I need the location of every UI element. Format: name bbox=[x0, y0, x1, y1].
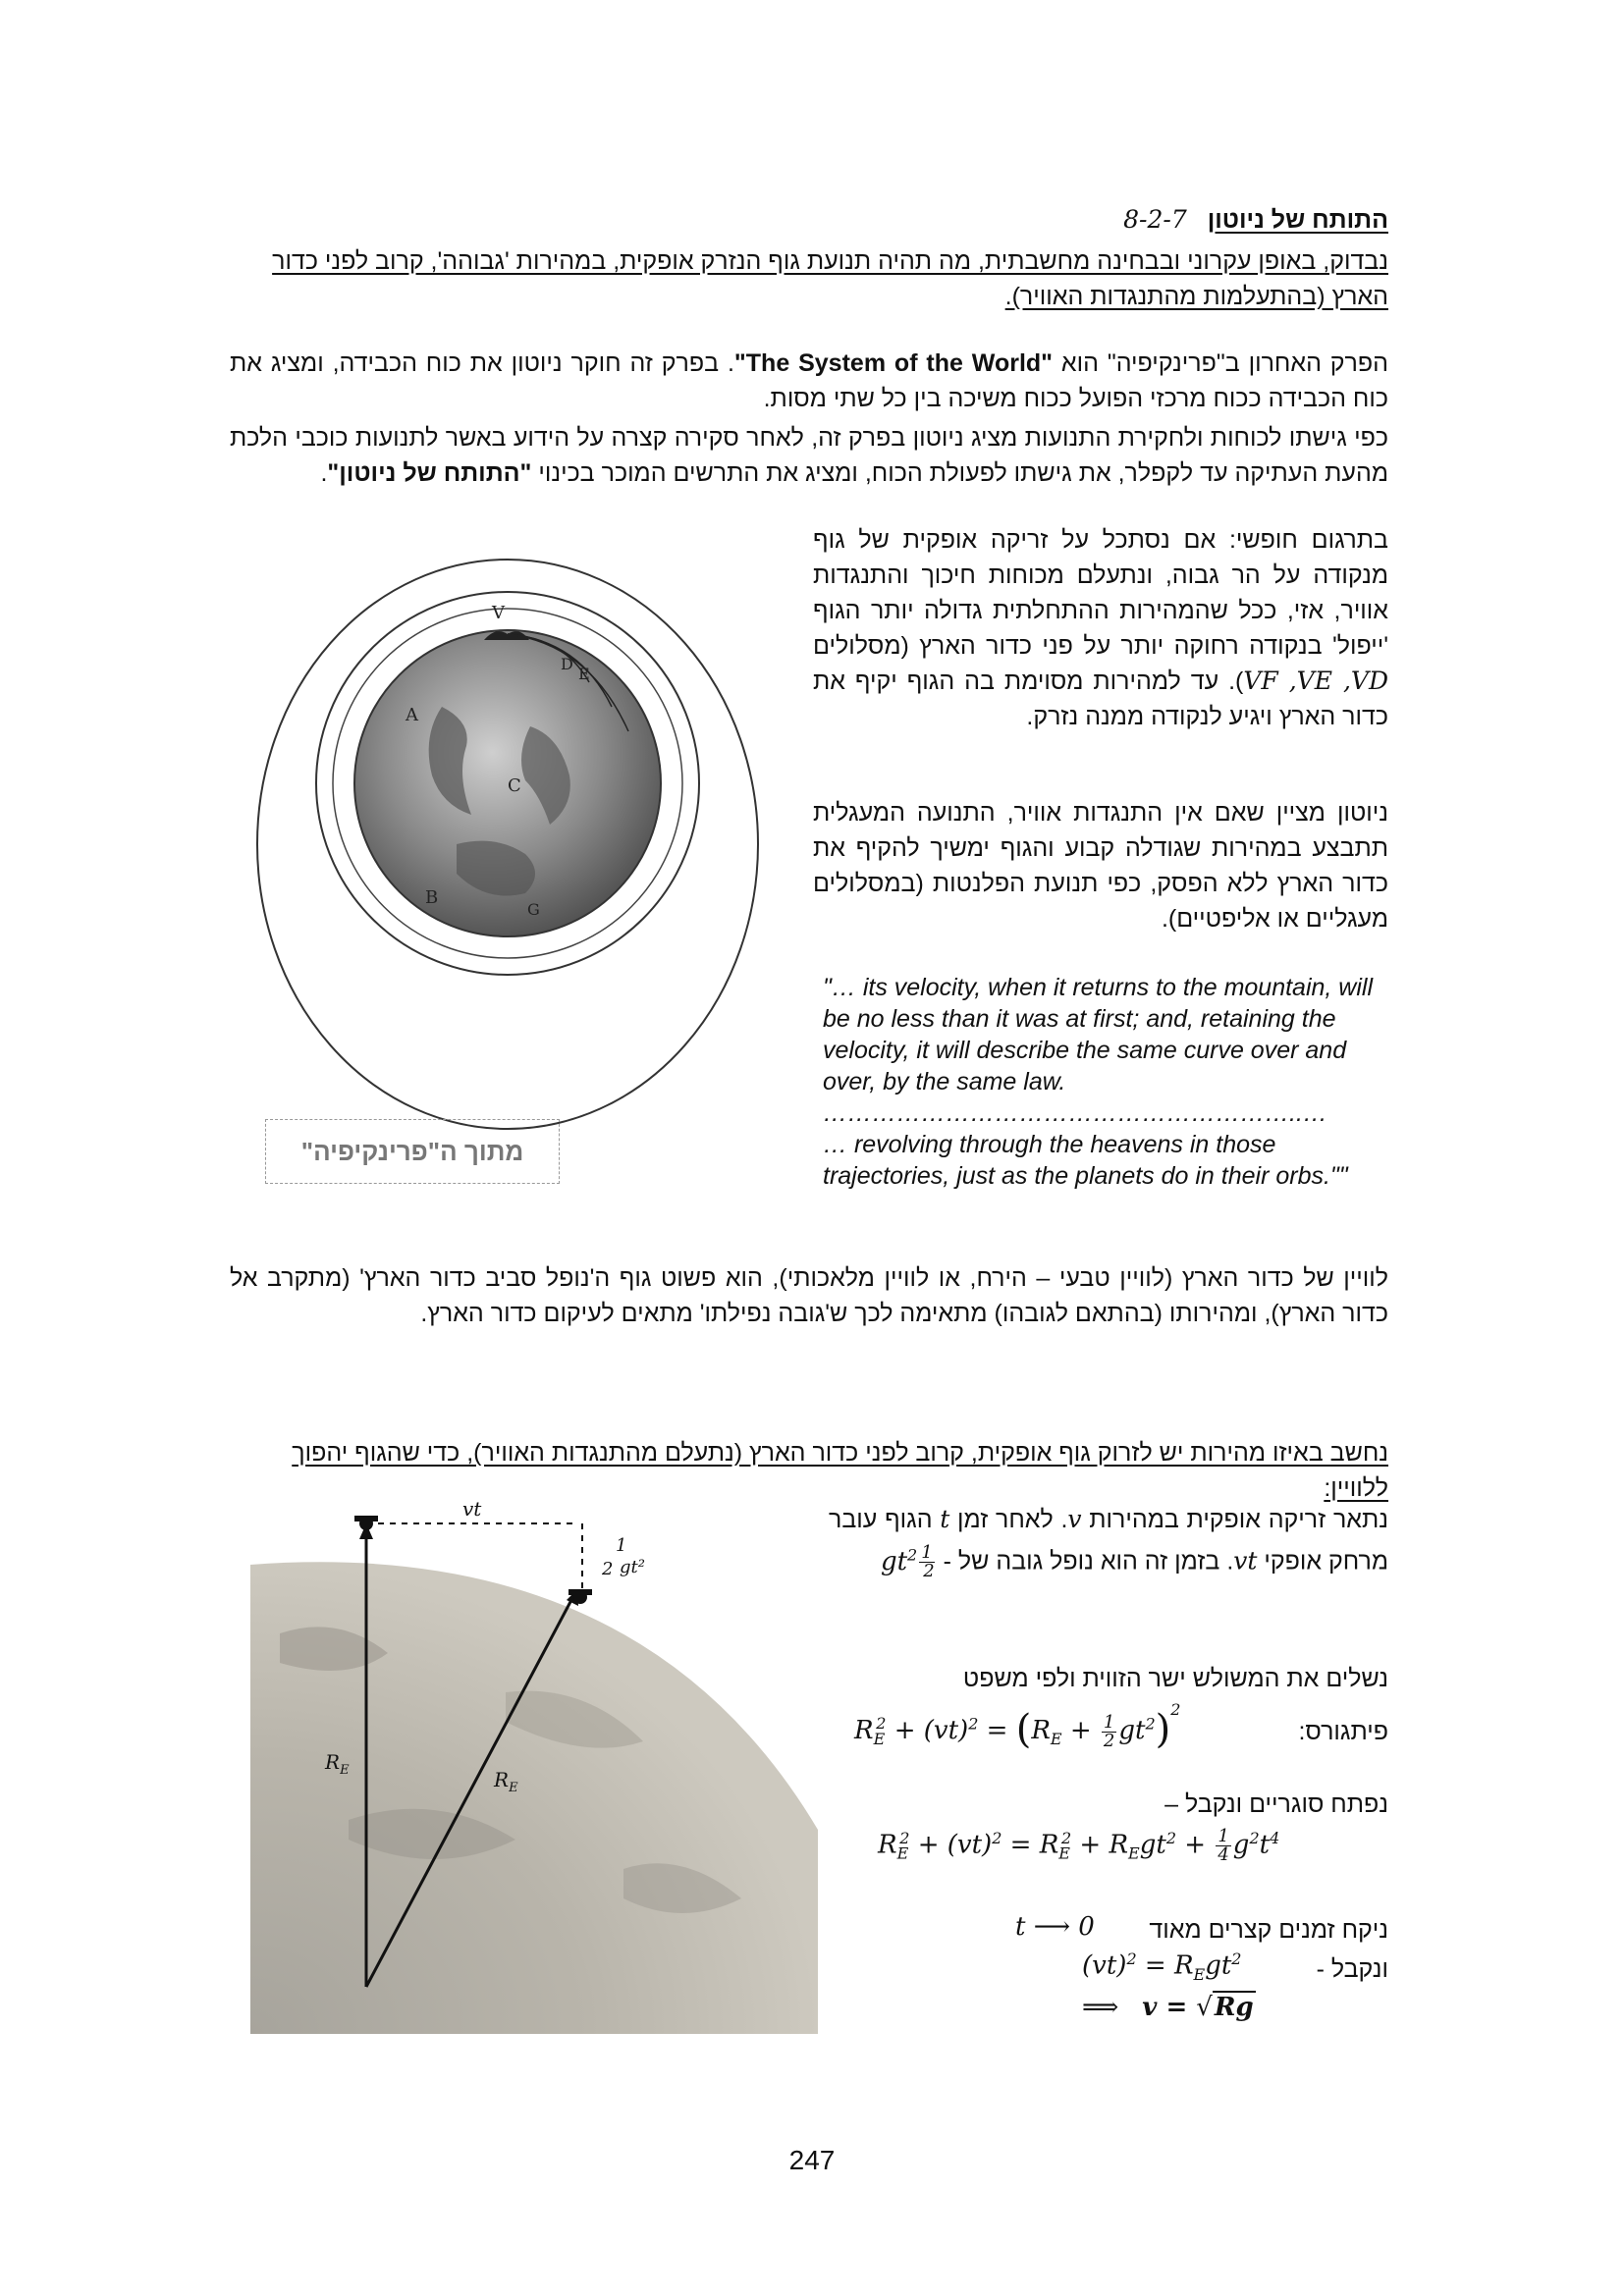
calc-paragraph-2: נשלים את המשולש ישר הזווית ולפי משפט bbox=[962, 1665, 1388, 1692]
re-label-right: $R_E$ bbox=[494, 1768, 518, 1795]
calc-paragraph-1: נתאר זריקה אופקית במהירות v. לאחר זמן t הגוף עובר מרחק אופקי vt. בזמן זה הוא נופל גובה של - $\frac{1}{2}$ $gt^2$ bbox=[829, 1505, 1388, 1582]
drop-num: 1 bbox=[616, 1535, 627, 1556]
label-v: V bbox=[492, 603, 505, 623]
section-title: התותח של ניוטון bbox=[1207, 206, 1388, 234]
translation-paragraph-1: בתרגום חופשי: אם נסתכל על זריקה אופקית של גוף מנקודה על הר גבוה, ונתעלם מכוחות חיכוך והתנגדות אוויר, אזי, ככל שהמהירות ההתחלתית גדולה יותר הגוף 'ייפול' בנקודה רחוקה יותר על פני כדור הארץ (מסלולים VF ,VE ,VD). עד למהירות מסוימת בה הגוף יקיף את כדור הארץ ויגיע לנקודה ממנה נזרק. bbox=[813, 526, 1388, 730]
label-g: G bbox=[527, 900, 540, 919]
label-d: D bbox=[561, 655, 573, 673]
intro-paragraph-2: כפי גישתו לכוחות ולחקירת התנועות מציג ניוטון בפרק זה, לאחר סקירה קצרה על הידוע באשר לתנועות כוכבי הלכת מהעת העתיקה עד לקפלר, את גישתו לפעולת הכוח, ומציג את התרשים המוכר בכינוי "התותח של ניוטון". bbox=[230, 424, 1388, 487]
intro-paragraph-1: הפרק האחרון ב"פרינקיפיה" הוא "The System of the World". בפרק זה חוקר ניוטון את כוח הכבידה, ומציג את כוח הכבידה ככוח מרכזי הפועל ככוח משיכה בין כל שתי מסות. bbox=[230, 349, 1388, 412]
calc-paragraph-4b: ונקבל - bbox=[1316, 1955, 1388, 1983]
calc-paragraph-3: נפתח סוגריים ונקבל – bbox=[1164, 1790, 1388, 1818]
label-e: E bbox=[578, 665, 590, 683]
re-label-left: $R_E$ bbox=[325, 1750, 350, 1778]
satellite-velocity-figure bbox=[250, 1496, 818, 2034]
expanded-equation: $R_E^2 + (vt)^2 = R_E^2 + R_Egt^2$ + $\frac{1}{4}$ $g^2t^4$ bbox=[878, 1826, 1280, 1865]
calc-heading: נחשב באיזו מהירות יש לזרוק גוף אופקית, קרוב לפני כדור הארץ (נתעלם מהתנגדות האוויר), כדי שהגוף יהפוך ללוויין: bbox=[292, 1439, 1388, 1502]
drop-den: 2 bbox=[602, 1559, 614, 1579]
calc-paragraph-2b: פיתגורס: bbox=[1298, 1718, 1388, 1745]
calc-paragraph-4: ניקח זמנים קצרים מאוד bbox=[1149, 1916, 1388, 1944]
section-goal: נבדוק, באופן עקרוני ובבחינה מחשבתית, מה תהיה תנועת גוף הנזרק אופקית, במהירות 'גבוהה', קרוב לפני כדור הארץ (בהתעלמות מהתנגדות האוויר). bbox=[272, 247, 1388, 310]
newton-quote: "… its velocity, when it returns to the mountain, will be no less than it was at first; and, retaining the velocity, it will describe the same curve over and over, by the same law. …………………………………………………..… … revolving through the heavens in those trajectories, just as the planets do in their orbs."" bbox=[823, 974, 1374, 1190]
page-number: 247 bbox=[788, 2145, 836, 2175]
pythagoras-equation: $R_E^2 + (vt)^2 = (R_E$ + $\frac{1}{2}$ $gt^2)^2$ bbox=[854, 1700, 1181, 1752]
newton-cannon-figure bbox=[250, 550, 781, 1198]
earth-section-diagram bbox=[250, 1496, 818, 2034]
section-number: 8-2-7 bbox=[1123, 205, 1187, 234]
figure-caption: מתוך ה"פרינקיפיה" bbox=[265, 1119, 560, 1184]
drop-label: gt² bbox=[620, 1557, 645, 1577]
label-c: C bbox=[508, 775, 521, 796]
satellite-paragraph: לוויין של כדור הארץ (לוויין טבעי – הירח, או לוויין מלאכותי), הוא פשוט גוף ה'נופל סביב כדור הארץ' (מתקרב אל כדור הארץ), ומהירותו (בהתאם לגובהו) מתאימה לכך ש'גובה נפילתו' מתאים לעיקום כדור הארץ. bbox=[230, 1264, 1388, 1327]
limit-expression: t ⟶ 0 bbox=[1015, 1912, 1095, 1942]
section-header bbox=[230, 202, 1388, 238]
translation-paragraph-2: ניוטון מציין שאם אין התנגדות אוויר, התנועה המעגלית תתבצע במהירות שגודלה קבוע והגוף ימשיך להקיף את כדור הארץ ללא הפסק, כפי תנועת הפלנטות (במסלולים מעגליים או אליפטיים). bbox=[813, 799, 1388, 933]
half-gt-squared: $\frac{1}{2}$ $gt^2$ bbox=[880, 1542, 935, 1582]
short-time-equation: $(vt)^2 = R_Egt^2$ bbox=[1082, 1949, 1242, 1984]
label-a: A bbox=[406, 705, 418, 725]
vt-label: vt bbox=[462, 1497, 482, 1521]
label-b: B bbox=[425, 887, 439, 908]
newton-cannon-diagram bbox=[250, 550, 781, 1198]
result-equation: ⟹ v = √Rg bbox=[1082, 1993, 1254, 2022]
